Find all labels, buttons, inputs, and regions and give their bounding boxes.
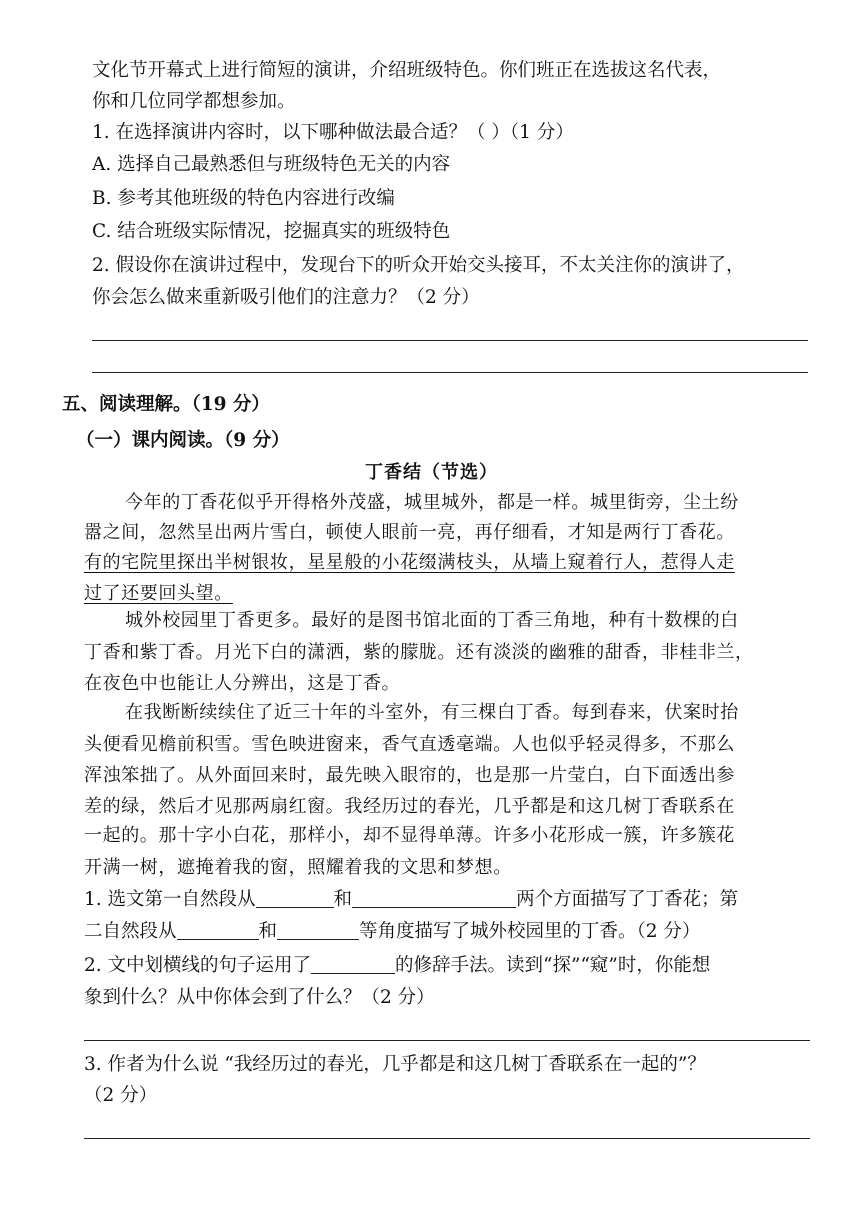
intro-line-2: 你和几位同学都想参加。 (92, 91, 296, 112)
para-1-line-2: 嚣之间，忽然呈出两片雪白，顿使人眼前一亮，再仔细看，才知是两行丁香花。 (84, 522, 735, 543)
para-2-line-3: 在夜色中也能让人分辨出，这是丁香。 (84, 673, 401, 694)
answer-line-1[interactable] (92, 340, 808, 341)
q1-blank-4[interactable] (277, 921, 359, 940)
question-2-line-1: 2. 假设你在演讲过程中，发现台下的听众开始交头接耳，不太关注你的演讲了， (92, 255, 745, 276)
q2-text-a: 2. 文中划横线的句子运用了 (84, 955, 312, 976)
para-2-line-2: 丁香和紫丁香。月光下白的潇洒，紫的朦胧。还有淡淡的幽雅的甜香，非桂非兰， (84, 642, 754, 663)
q1-text-d: 二自然段从 (84, 921, 177, 942)
q1-blank-2[interactable] (352, 889, 516, 908)
para-1-line-1: 今年的丁香花似乎开得格外茂盛，城里城外，都是一样。城里街旁，尘土纷 (125, 492, 739, 513)
reading-question-1-line-1 (84, 887, 738, 913)
q1-blank-3[interactable] (177, 921, 259, 940)
para-3-line-5: 一起的。那十字小白花，那样小，却不显得单薄。许多小花形成一簇，许多簇花 (84, 825, 735, 846)
answer-line-4[interactable] (84, 1138, 810, 1139)
para-3-line-4: 差的绿，然后才见那两扇红窗。我经历过的春光，几乎都是和这几树丁香联系在 (84, 796, 735, 817)
para-3-line-3: 浑浊笨拙了。从外面回来时，最先映入眼帘的，也是那一片莹白，白下面透出参 (84, 765, 735, 786)
para-2-line-1: 城外校园里丁香更多。最好的是图书馆北面的丁香三角地，种有十数棵的白 (125, 610, 739, 631)
question-1-text: 1. 在选择演讲内容时，以下哪种做法最合适？（ ）（1 分） (92, 122, 574, 143)
q1-text-e: 和 (258, 921, 278, 942)
answer-line-2[interactable] (92, 372, 808, 373)
para-3-line-2: 头便看见檐前积雪。雪色映进窗来，香气直透毫端。人也似乎轻灵得多，不那么 (84, 734, 735, 755)
option-b: B. 参考其他班级的特色内容进行改编 (92, 188, 395, 209)
para-1-line-3-underlined: 有的宅院里探出半树银妆，星星般的小花缀满枝头，从墙上窥着行人，惹得人走 (84, 552, 735, 573)
question-2-line-2: 你会怎么做来重新吸引他们的注意力？（2 分） (92, 287, 480, 308)
subsection-title: （一）课内阅读。（9 分） (76, 430, 290, 451)
section-title: 五、阅读理解。（19 分） (62, 394, 270, 415)
q1-text-b: 和 (333, 889, 353, 910)
reading-question-2-line-2: 象到什么？从中你体会到了什么？（2 分） (84, 987, 435, 1008)
reading-question-3-line-1: 3. 作者为什么说 “我经历过的春光，几乎都是和这几树丁香联系在一起的”？ (84, 1054, 706, 1075)
option-c: C. 结合班级实际情况，挖掘真实的班级特色 (92, 221, 451, 242)
article-title: 丁香结（节选） (365, 462, 498, 483)
para-1-line-4-underlined: 过了还要回头望。 (84, 583, 233, 604)
q2-text-b: 的修辞手法。读到“探”“窥”时，你能想 (395, 955, 711, 976)
q2-blank-1[interactable] (311, 955, 395, 974)
para-3-line-1: 在我断断续续住了近三十年的斗室外，有三棵白丁香。每到春来，伏案时抬 (125, 702, 739, 723)
answer-line-3[interactable] (84, 1040, 810, 1041)
q1-text-f: 等角度描写了城外校园里的丁香。（2 分） (359, 921, 701, 942)
q1-text-a: 1. 选文第一自然段从 (84, 889, 256, 910)
intro-line-1: 文化节开幕式上进行简短的演讲，介绍班级特色。你们班正在选拔这名代表， (92, 60, 722, 81)
q1-blank-1[interactable] (256, 889, 334, 908)
para-3-line-6: 开满一树，遮掩着我的窗，照耀着我的文思和梦想。 (84, 857, 512, 878)
reading-question-1-line-2 (84, 919, 700, 945)
reading-question-3-line-2: （2 分） (84, 1085, 158, 1106)
option-a: A. 选择自己最熟悉但与班级特色无关的内容 (92, 154, 451, 175)
q1-text-c: 两个方面描写了丁香花；第 (516, 889, 739, 910)
reading-question-2-line-1 (84, 953, 710, 979)
